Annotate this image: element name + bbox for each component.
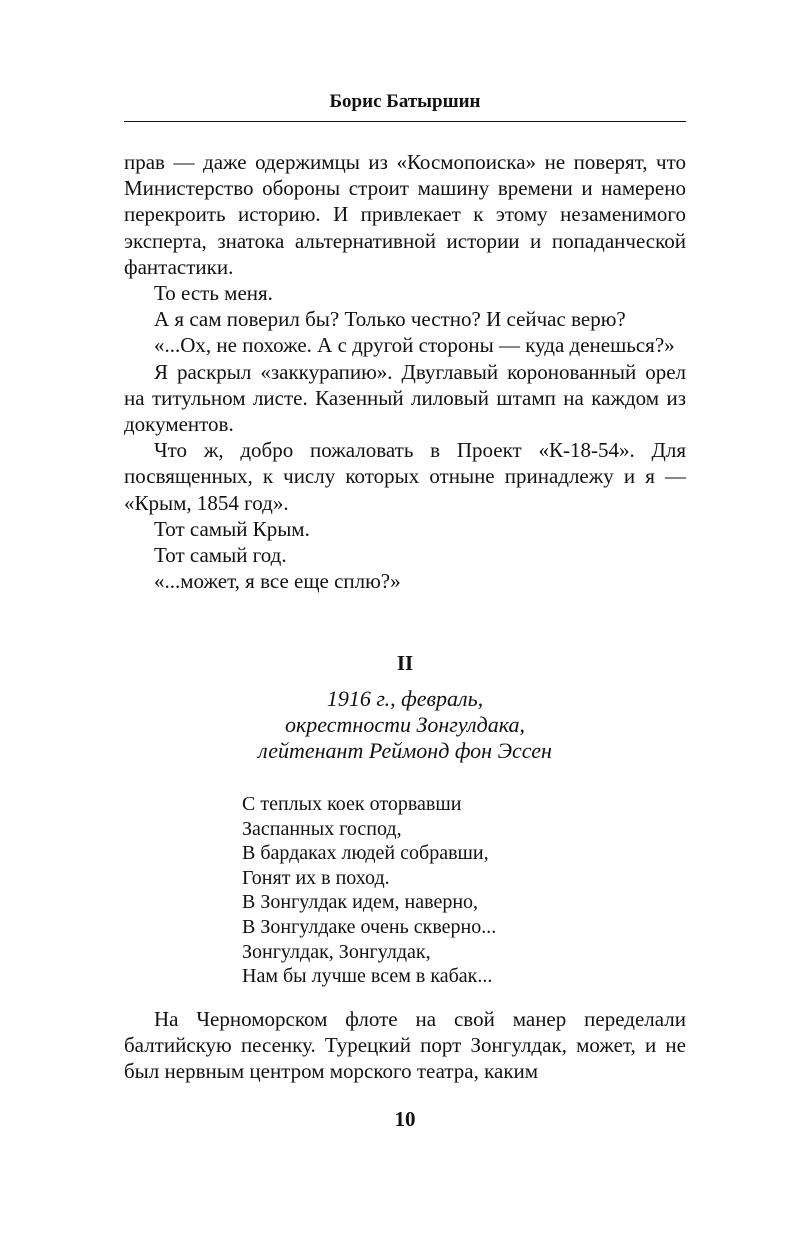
subtitle-line: окрестности Зонгулдака,	[284, 712, 525, 737]
poem-epigraph	[242, 792, 496, 989]
poem-line: С теплых коек оторвавши	[242, 793, 462, 815]
paragraph: То есть меня.	[154, 281, 273, 306]
chapter-subtitle	[124, 686, 686, 764]
running-header: Борис Батыршин	[329, 91, 481, 112]
section-1-text	[124, 149, 686, 594]
paragraph: На Черноморском флоте на свой манер переделали балтийскую песенку. Турецкий порт Зонгулдак, может, и не был нервным центром морского театра, каким	[124, 1007, 686, 1084]
poem-line: Гонят их в поход.	[242, 866, 390, 889]
page-number: 10	[394, 1107, 416, 1131]
paragraph: «...Ох, не похоже. А с другой стороны — куда денешься?»	[154, 333, 675, 358]
poem-line: В бардаках людей собравши,	[242, 842, 489, 865]
section-2-text	[124, 1006, 686, 1085]
poem-line: В Зонгулдаке очень скверно...	[242, 915, 497, 938]
paragraph: Что ж, добро пожаловать в Проект «К-18-54». Для посвященных, к числу которых отныне принадлежу и я — «Крым, 1854 год».	[124, 438, 686, 515]
poem-line: Нам бы лучше всем в кабак...	[242, 965, 493, 988]
paragraph: Я раскрыл «заккурапию». Двуглавый коронованный орел на титульном листе. Казенный лиловый штамп на каждом из документов.	[124, 359, 686, 437]
poem-line: Заспанных господ,	[242, 817, 402, 840]
poem-line: Зонгулдак, Зонгулдак,	[242, 940, 431, 963]
paragraph: Тот самый Крым.	[154, 516, 310, 541]
poem-line: В Зонгулдак идем, наверно,	[242, 891, 479, 914]
paragraph: «...может, я все еще сплю?»	[154, 569, 401, 594]
paragraph: А я сам поверил бы? Только честно? И сейчас верю?	[154, 307, 626, 332]
header-divider	[124, 121, 686, 122]
chapter-number: II	[396, 651, 414, 675]
subtitle-line: 1916 г., февраль,	[326, 686, 484, 711]
subtitle-line: лейтенант Реймонд фон Эссен	[258, 738, 552, 763]
paragraph: прав — даже одержимцы из «Космопоиска» не поверят, что Министерство обороны строит машину времени и намерено перекроить историю. И привлекает к этому незаменимого эксперта, знатока альтернативной истории и попаданческой фантастики.	[124, 150, 686, 279]
paragraph: Тот самый год.	[154, 543, 287, 568]
